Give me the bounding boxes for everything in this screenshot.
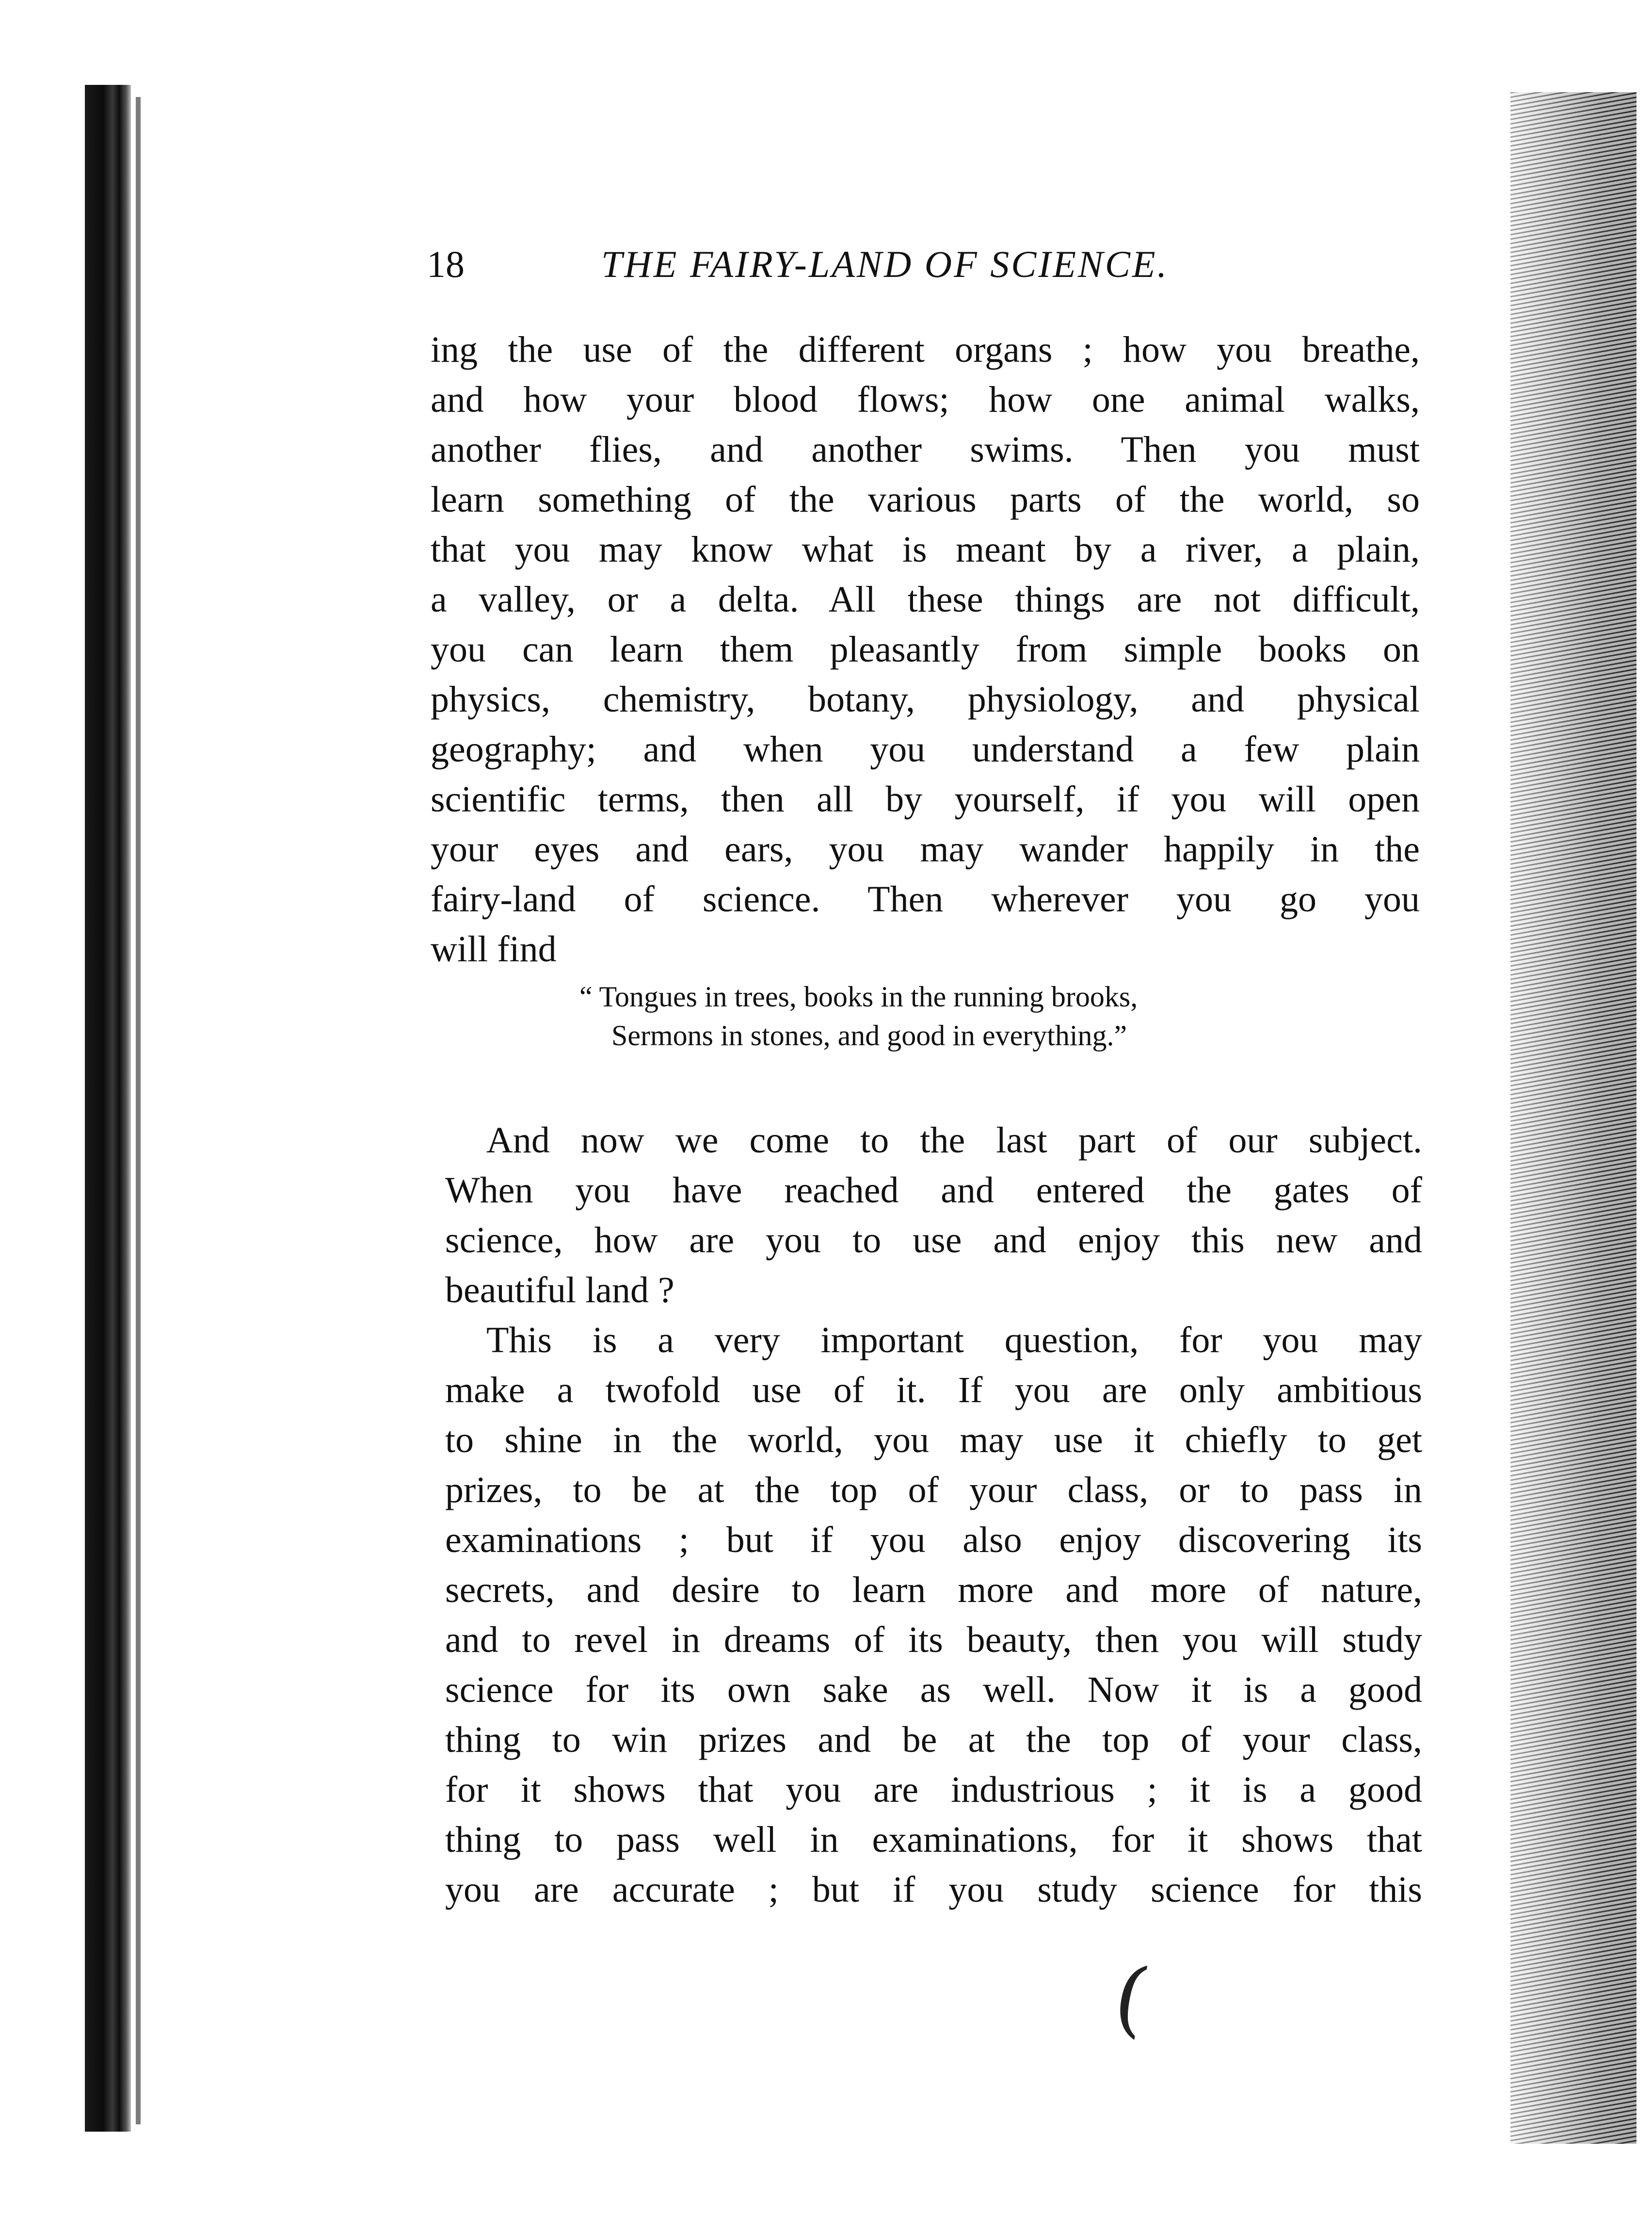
paragraph [445,1116,1422,1315]
text-line: for it shows that you are industrious ; it is a good [445,1769,1422,1810]
text-line: that you may know what is meant by a river, a plain, [431,529,1420,570]
main-text [445,1116,1422,1915]
text-line: When you have reached and entered the gates of [445,1170,1422,1211]
text-line: physics, chemistry, botany, physiology, and physical [431,679,1420,720]
text-line: another flies, and another swims. Then you must [431,429,1420,470]
margin-mark: ( [1107,1947,1156,2048]
quote-line: “ Tongues in trees, books in the running brooks, [579,981,1138,1013]
text-line: will find [431,929,557,970]
text-line: secrets, and desire to learn more and more of nature, [445,1570,1422,1610]
scan-binding-line [136,97,141,2124]
text-line: thing to pass well in examinations, for it shows that [445,1819,1422,1860]
text-line: fairy-land of science. Then wherever you go you [431,879,1420,920]
page-number: 18 [427,243,465,285]
block-quote [579,977,1138,1055]
page-header [427,243,1280,301]
text-line: make a twofold use of it. If you are only ambitious [445,1370,1422,1410]
text-line: ing the use of the different organs ; how you breathe, [431,329,1420,370]
text-line: examinations ; but if you also enjoy discovering its [445,1520,1422,1560]
text-line: And now we come to the last part of our subject. [486,1120,1422,1161]
text-line: learn something of the various parts of the world, so [431,479,1420,520]
text-line: beautiful land ? [445,1270,674,1311]
text-line: to shine in the world, you may use it chiefly to get [445,1420,1422,1460]
text-line: geography; and when you understand a few plain [431,729,1420,770]
paragraph [445,1315,1422,1915]
text-line: thing to win prizes and be at the top of your class, [445,1719,1422,1760]
running-head: THE FAIRY-LAND OF SCIENCE. [601,243,1169,285]
text-line: science, how are you to use and enjoy this new and [445,1220,1422,1261]
quote-line: Sermons in stones, and good in everything.” [611,1019,1127,1052]
text-line: and how your blood flows; how one animal walks, [431,379,1420,420]
text-line: you are accurate ; but if you study science for this [445,1869,1422,1910]
text-line: science for its own sake as well. Now it is a good [445,1669,1422,1710]
text-line: scientific terms, then all by yourself, if you will open [431,779,1420,820]
text-line: and to revel in dreams of its beauty, then you will study [445,1619,1422,1660]
text-line: prizes, to be at the top of your class, or to pass in [445,1470,1422,1510]
text-line: you can learn them pleasantly from simple books on [431,629,1420,670]
text-line: a valley, or a delta. All these things are not difficult, [431,579,1420,620]
paragraph-continued [431,325,1420,974]
text-line: your eyes and ears, you may wander happily in the [431,829,1420,870]
text-line: This is a very important question, for you may [486,1320,1422,1360]
scan-binding-shadow [85,85,131,2132]
scan-page-edge [1510,92,1636,2144]
